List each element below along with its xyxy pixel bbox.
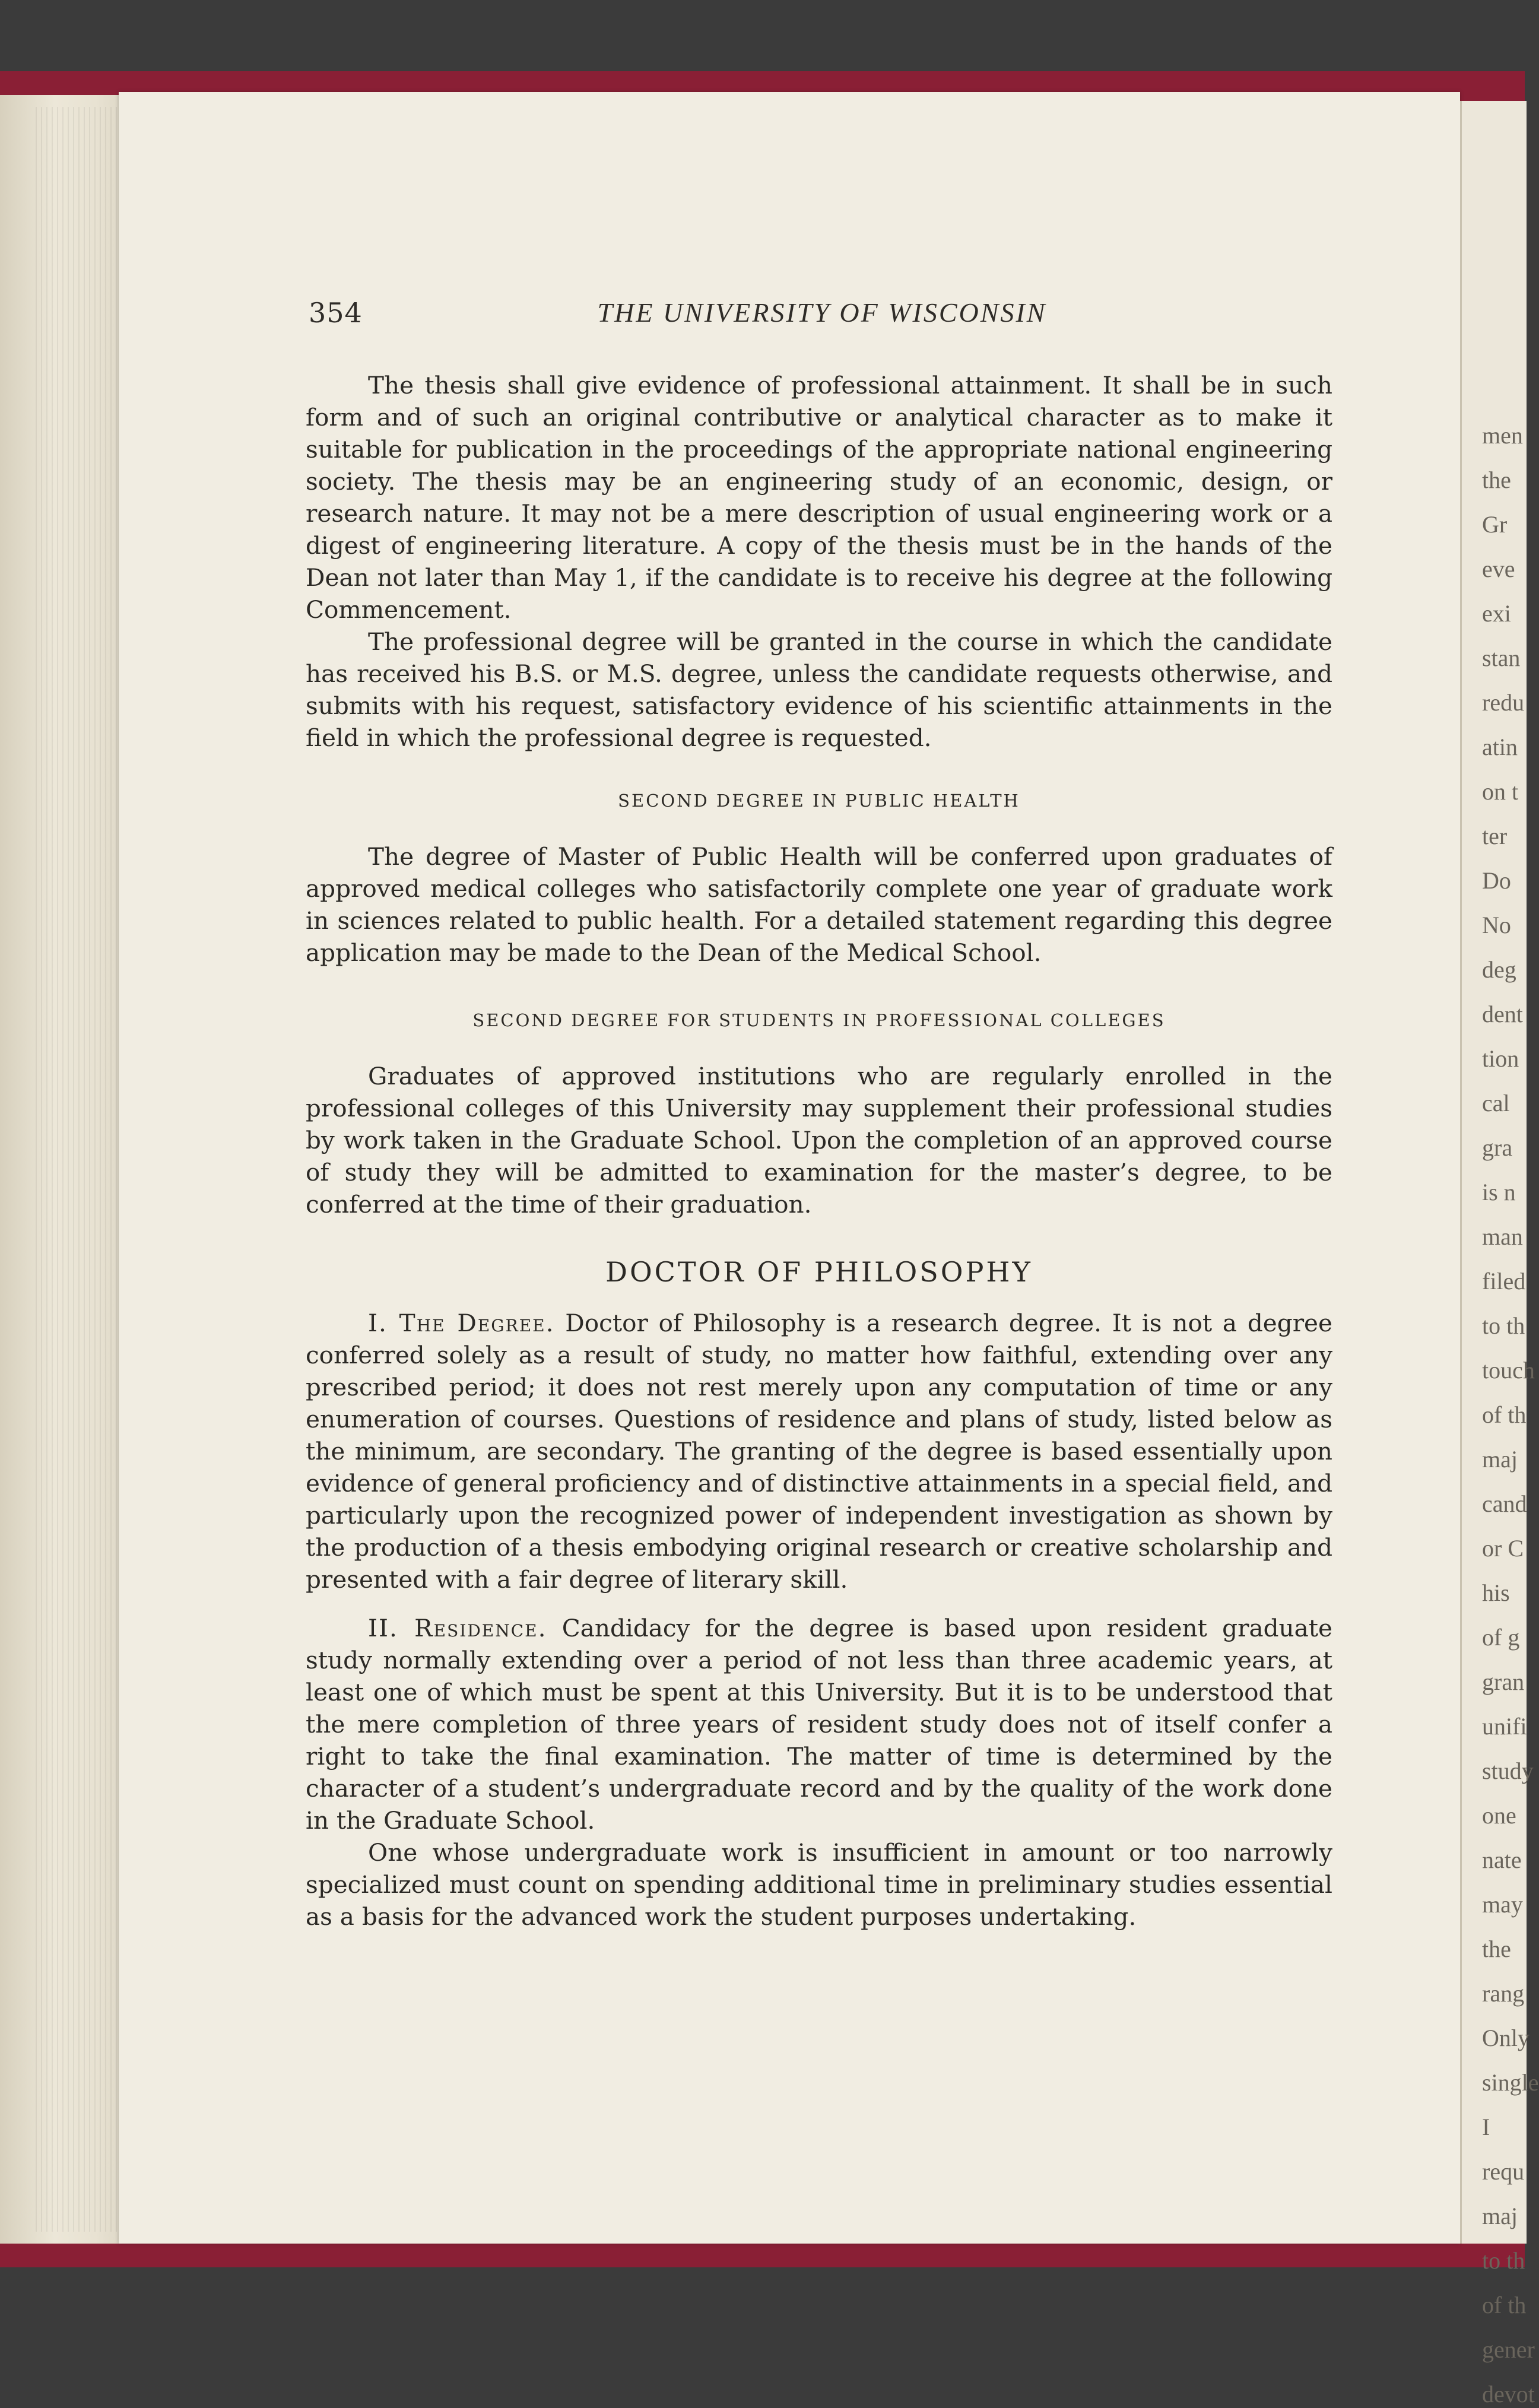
- label-the-degree: I. The Degree.: [368, 1309, 555, 1337]
- facing-page-fragment: ter: [1482, 823, 1508, 849]
- facing-page-fragment: to th: [1482, 1312, 1525, 1339]
- facing-page-fragment: Do: [1482, 867, 1511, 894]
- body-text: [306, 369, 1332, 1933]
- facing-page-fragment: unifi: [1482, 1713, 1527, 1740]
- facing-page-fragment: cal: [1482, 1090, 1510, 1116]
- facing-page-fragment: single: [1482, 2069, 1539, 2096]
- paragraph-professional-colleges: Graduates of approved institutions who are regularly enrolled in the professional colleges of this University may supplement their professional studies by work taken in the Graduate School. Upon the completion of an approved course of study they will be admitted to examination for the master’s degree, to be conferred at the time of their graduation.: [306, 1062, 1332, 1219]
- paragraph-thesis: The thesis shall give evidence of professional attainment. It shall be in such form and of such an original contributive or analytical character as to make it suitable for publication in the proceedings of the appropriate national engineering society. The thesis may be an engineering study of an economic, design, or research nature. It may not be a mere description of usual engineering work or a digest of engineering literature. A copy of the thesis must be in the hands of the Dean not later than May 1, if the candidate is to receive his degree at the following Commencement.: [306, 371, 1332, 624]
- facing-page-fragment: or C: [1482, 1535, 1524, 1562]
- heading-public-health: SECOND DEGREE IN PUBLIC HEALTH: [618, 791, 1020, 811]
- facing-page-fragment: study: [1482, 1757, 1534, 1784]
- facing-page-fragment: gener: [1482, 2336, 1535, 2363]
- facing-page-fragment: deg: [1482, 956, 1516, 983]
- facing-page-fragment: the: [1482, 1936, 1511, 1962]
- facing-page-fragment: maj: [1482, 1446, 1518, 1473]
- facing-page-fragment: atin: [1482, 734, 1518, 760]
- facing-page-fragment: cand: [1482, 1490, 1527, 1517]
- facing-page-fragment: nate: [1482, 1847, 1522, 1873]
- facing-page-fragment: tion: [1482, 1045, 1519, 1072]
- facing-page-fragment: may: [1482, 1891, 1523, 1918]
- facing-page-fragment: one: [1482, 1802, 1516, 1829]
- facing-page-fragment: dent: [1482, 1001, 1523, 1027]
- paragraph-public-health: The degree of Master of Public Health will be conferred upon graduates of approved medical colleges who satisfactorily complete one year of graduate work in sciences related to public health. For a detailed statement regarding this degree application may be made to the Dean of the Medical School.: [306, 842, 1332, 967]
- facing-page-fragment: of th: [1482, 2292, 1527, 2318]
- running-title: THE UNIVERSITY OF WISCONSIN: [597, 297, 1047, 328]
- facing-page-fragment: is n: [1482, 1179, 1516, 1205]
- text-the-degree: Doctor of Philosophy is a research degree. It is not a degree conferred solely as a result of study, no matter how faithful, extending over any prescribed period; it does not rest merely upon any computation of time or any enumeration of courses. Questions of residence and plans of study, listed below as the minimum, are secondary. The granting of the degree is based essentially upon evidence of general proficiency and of distinctive attainments in a special field, and particularly upon the recognized power of independent investigation as shown by the production of a thesis embodying original research or creative scholarship and presented with a fair degree of literary skill.: [306, 1309, 1332, 1594]
- paragraph-professional-degree: The professional degree will be granted in the course in which the candidate has received his B.S. or M.S. degree, unless the candidate requests otherwise, and submits with his request, satisfactory evidence of his scientific attainments in the field in which the professional degree is requested.: [306, 627, 1332, 752]
- page-number: 354: [309, 297, 363, 329]
- facing-page-fragment: Only: [1482, 2025, 1530, 2051]
- facing-page-fragment: No: [1482, 912, 1511, 938]
- facing-page-fragment: I: [1482, 2114, 1490, 2140]
- paragraph-residence: [306, 1612, 1332, 1836]
- facing-page-edge: [1460, 101, 1539, 2407]
- facing-page-fragment: the: [1482, 467, 1511, 493]
- running-head: [309, 297, 1335, 344]
- facing-page-fragment: requ: [1482, 2158, 1525, 2185]
- text-residence: Candidacy for the degree is based upon resident graduate study normally extending over a period of not less than three academic years, at least one of which must be spent at this University. But it is to be understood that the mere completion of three years of resident study does not of itself confer a right to take the final examination. The matter of time is determined by the character of a student’s undergraduate record and by the quality of the work done in the Graduate School.: [306, 1614, 1332, 1835]
- facing-page-fragment: Gr: [1482, 511, 1508, 538]
- facing-page-fragment: devot: [1482, 2381, 1535, 2407]
- facing-page-fragment: exi: [1482, 600, 1511, 627]
- facing-page-fragment: men: [1482, 422, 1523, 449]
- label-residence: II. Residence.: [368, 1614, 547, 1642]
- facing-page-fragment: rang: [1482, 1980, 1525, 2007]
- facing-page-fragment: eve: [1482, 556, 1515, 582]
- facing-page-fragment: gra: [1482, 1134, 1513, 1161]
- facing-page-fragment: maj: [1482, 2203, 1518, 2229]
- facing-page-fragment: on t: [1482, 778, 1519, 805]
- facing-page-fragment: his: [1482, 1579, 1510, 1606]
- facing-page-fragment: to th: [1482, 2247, 1525, 2274]
- paragraph-undergraduate-work: One whose undergraduate work is insufficient in amount or too narrowly specialized must count on spending additional time in preliminary studies essential as a basis for the advanced work the student purposes undertaking.: [306, 1838, 1332, 1931]
- facing-page-fragment: filed: [1482, 1268, 1526, 1295]
- facing-page-fragment: redu: [1482, 689, 1525, 716]
- facing-page-fragment: of th: [1482, 1401, 1527, 1428]
- facing-page-fragment: stan: [1482, 645, 1521, 671]
- facing-page-fragment: gran: [1482, 1668, 1525, 1695]
- paragraph-the-degree: [306, 1307, 1332, 1595]
- facing-page-fragment: touch: [1482, 1357, 1535, 1384]
- heading-doctor-of-philosophy: DOCTOR OF PHILOSOPHY: [605, 1256, 1033, 1288]
- heading-professional-colleges: SECOND DEGREE FOR STUDENTS IN PROFESSIONAL COLLEGES: [472, 1010, 1166, 1030]
- facing-page-fragment: man: [1482, 1223, 1523, 1250]
- facing-page-fragment: of g: [1482, 1624, 1520, 1651]
